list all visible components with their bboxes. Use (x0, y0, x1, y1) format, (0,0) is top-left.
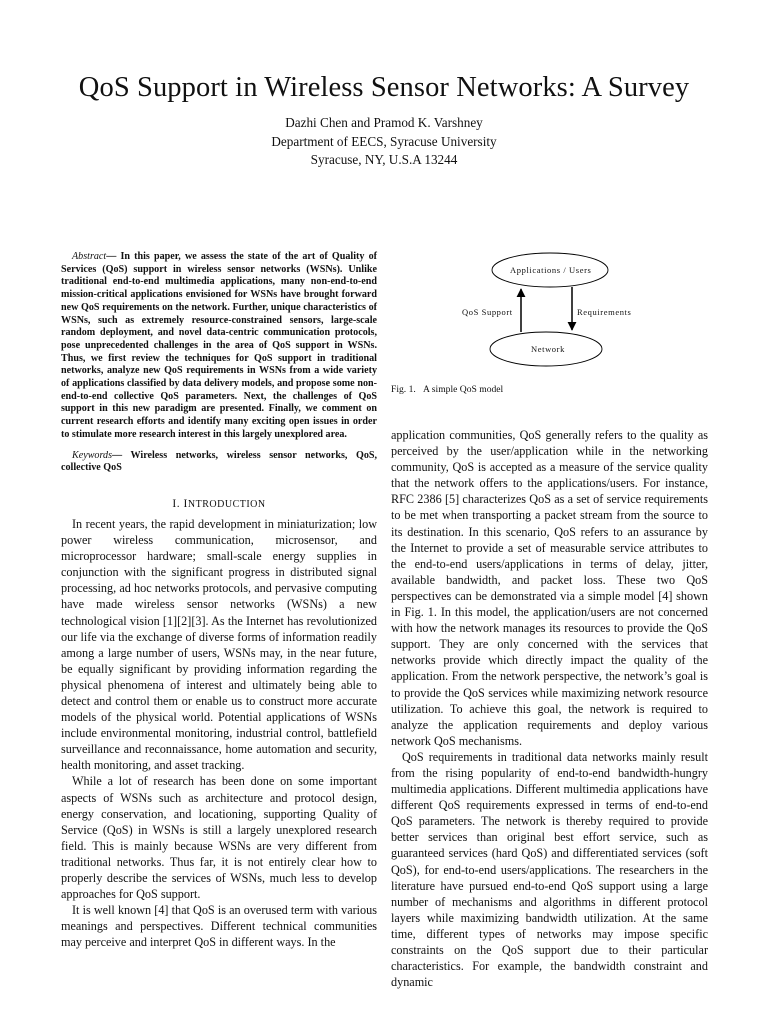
right-arrow-label: Requirements (577, 307, 632, 317)
left-arrow-label: QoS Support (462, 307, 513, 317)
keywords (61, 450, 377, 475)
keywords-text: — Wireless networks, wireless sensor networks, QoS, collective QoS (61, 449, 377, 474)
author-block (0, 114, 768, 170)
paragraph: In recent years, the rapid development in miniaturization; low power wireless communication, microsensor, and microprocessor hardware; small-scale energy supplies in conjunction with the significant progress in distributed signal processing, ad hoc networks protocols, and pervasive computing have made wireless sensor networks (WSNs) a new technological vision [1][2][3]. As the Internet has revolutionized our life via the exchange of diverse forms of information readily among a large number of users, WSNs may, in the near future, be equally significant by providing information regarding the physical phenomena of interest and ultimately being able to detect and control them or enable us to construct more accurate models of the physical world. Potential applications of WSNs include environmental monitoring, industrial control, battlefield surveillance and reconnaissance, home automation and security, health monitoring, and asset tracking. (61, 516, 377, 773)
top-node-label: Applications / Users (510, 265, 592, 275)
right-column (391, 427, 708, 990)
section-heading (61, 497, 377, 510)
abstract-text: — In this paper, we assess the state of the art of Quality of Services (QoS) support in wireless sensor networks (WSNs). Unlike traditional end-to-end multimedia applications, many non-end-to-end mission-critical applications envisioned for WSNs have brought forward new QoS requirements on the network. Further, unique characteristics of WSNs, such as extremely resource-constrained sensors, large-scale random deployment, and novel data-centric communication protocols, pose unprecedented challenges in the area of QoS support in WSNs. Thus, we first review the techniques for QoS support in traditional networks, analyze new QoS requirements in WSNs from a wide variety of applications classified by data delivery models, and propose some non-end-to-end collective QoS parameters. Next, the challenges of QoS support in this new paradigm are presented. Finally, we comment on current research efforts and identify many exciting open issues in order to stimulate more research interest in this largely unexplored area. (61, 251, 377, 440)
paragraph: It is well known [4] that QoS is an overused term with various meanings and perspectives. Different technical communities may perceive and interpret QoS in different ways. In the (61, 903, 377, 950)
left-body-text (61, 516, 377, 951)
section-title: NTRODUCTION (187, 498, 266, 510)
left-column (61, 251, 377, 950)
abstract (61, 251, 377, 442)
figure-caption (391, 384, 503, 395)
bottom-node-label: Network (531, 344, 565, 354)
title-block (0, 70, 768, 170)
author-affiliation: Department of EECS, Syracuse University (271, 133, 497, 149)
author-names: Dazhi Chen and Pramod K. Varshney (285, 115, 483, 130)
paragraph: While a lot of research has been done on some important aspects of WSNs such as architecture and protocol design, energy conservation, and locationing, supporting Quality of Service (QoS) in WSNs is still a largely unexplored research field. This is mainly because WSNs are very different from traditional networks. Thus far, it is not entirely clear how to properly describe the services of WSNs, much less to develop approaches for QoS support. (61, 774, 377, 902)
paragraph: application communities, QoS generally refers to the quality as perceived by the user/application while in the networking community, QoS is accepted as a measure of the service quality that the network offers to the applications/users. For instance, RFC 2386 [5] characterizes QoS as a set of service requirements to be met when transporting a packet stream from the source to its destination. In this scenario, QoS refers to an assurance by the Internet to provide a set of measurable service attributes to the end-to-end users/applications in terms of delay, jitter, available bandwidth, and packet loss. These two QoS perspectives can be demonstrated via a simple model [4] shown in Fig. 1. In this model, the application/users are not concerned with how the network manages its resources to provide the QoS support. They are only concerned with the services that networks provide which directly impact the quality of the application. From the network perspective, the network’s goal is to provide the QoS services while maximizing network resource utilization. To achieve this goal, the network is required to analyze the application requirements and deploy various network QoS mechanisms. (391, 428, 708, 748)
caption-text: A simple QoS model (423, 384, 504, 395)
qos-model-figure (455, 250, 655, 380)
author-address: Syracuse, NY, U.S.A 13244 (310, 152, 458, 167)
keywords-lead: Keywords (72, 449, 113, 461)
abstract-lead: Abstract (72, 251, 107, 262)
caption-number: Fig. 1. (391, 384, 416, 395)
paragraph: QoS requirements in traditional data networks mainly result from the rising popularity of end-to-end bandwidth-hungry multimedia applications. Different multimedia applications have different QoS requirements expressed in terms of end-to-end QoS parameters. The network is thereby required to provide better services than original best effort service, such as guaranteed services (hard QoS) and differentiated services (soft QoS), for end-to-end users/applications. The researchers in the literature have pursued end-to-end QoS support using a large number of mechanisms and algorithms in different protocol layers while maximizing bandwidth utilization. At the same time, different types of networks may impose specific constraints on the QoS support due to their particular characteristics. For example, the bandwidth constraint and dynamic (391, 749, 708, 990)
right-body-text (391, 427, 708, 990)
section-number: I. I (172, 496, 188, 510)
paper-title: QoS Support in Wireless Sensor Networks: A Survey (78, 72, 690, 103)
